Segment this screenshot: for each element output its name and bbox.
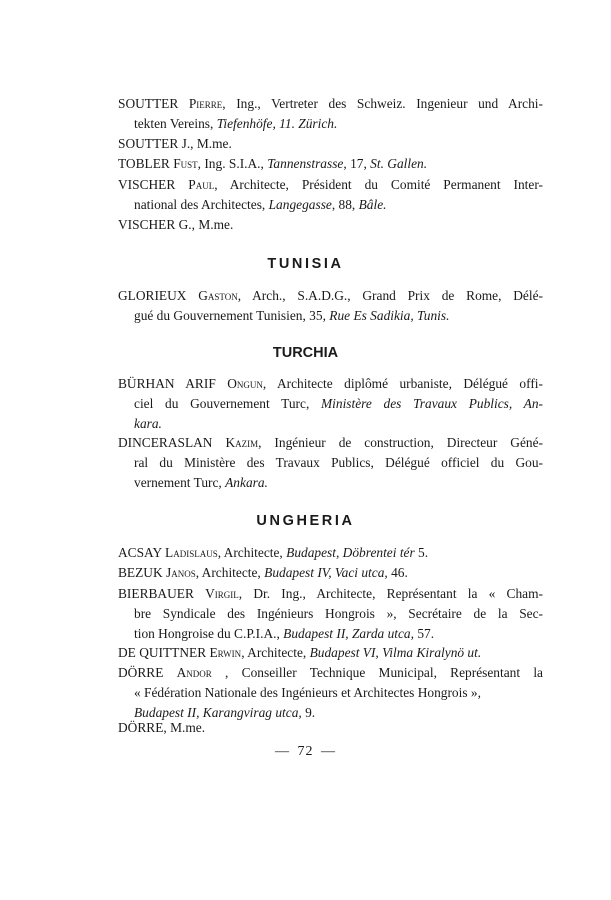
entry-de-quittner: DE QUITTNER Erwin, Architecte, Budapest VI, Vilma Kiralynö ut.	[118, 645, 482, 660]
section-heading-ungheria: UNGHERIA	[256, 513, 355, 529]
entry-glorieux: GLORIEUX Gaston, Arch., S.A.D.G., Grand Prix de Rome, Délé- gué du Gouvernement Tunisien, 35, Rue Es Sadikia, Tunis.	[118, 288, 543, 323]
entry-dorre-mme: DÖRRE, M.me.	[118, 720, 206, 735]
entry-dorre-andor: DÖRRE Andor , Conseiller Technique Municipal, Représentant la « Fédération Nationale des Ingénieurs et Architectes Hongrois », Budapest II, Karangvirag utca, 9.	[118, 665, 543, 720]
entry-bezuk: BEZUK Janos, Architecte, Budapest IV, Vaci utca, 46.	[118, 565, 408, 580]
section-heading-turchia: TURCHIA	[272, 345, 339, 361]
entry-soutter-pierre: SOUTTER Pierre, Ing., Vertreter des Schweiz. Ingenieur und Archi- tekten Vereins, Tiefenhöfe, 11. Zürich.	[118, 96, 543, 131]
entry-vischer-paul: VISCHER Paul, Architecte, Président du Comité Permanent Inter- national des Architectes, Langegasse, 88, Bâle.	[118, 177, 543, 212]
entry-bierbauer: BIERBAUER Virgil, Dr. Ing., Architecte, Représentant la « Cham- bre Syndicale des Ingénieurs Hongrois », Secrétaire de la Sec- tion Hongroise du C.P.I.A., Budapest II, Zarda utca, 57.	[118, 586, 543, 641]
entry-soutter-j: SOUTTER J., M.me.	[118, 136, 232, 151]
entry-tobler: TOBLER Fust, Ing. S.I.A., Tannenstrasse, 17, St. Gallen.	[118, 156, 428, 171]
entry-acsay: ACSAY Ladislaus, Architecte, Budapest, Döbrentei tér 5.	[118, 545, 429, 560]
entry-burhan-arif: BÜRHAN ARIF Ongun, Architecte diplômé urbaniste, Délégué offi- ciel du Gouvernement Turc, Ministère des Travaux Publics, An- kara.	[118, 376, 543, 431]
entry-dinceraslan: DINCERASLAN Kazim, Ingénieur de construction, Directeur Géné- ral du Ministère des Travaux Publics, Délégué officiel du Gou- vernement Turc, Ankara.	[118, 435, 543, 490]
page-number: — 72 —	[275, 744, 336, 759]
entry-vischer-g: VISCHER G., M.me.	[118, 217, 234, 232]
section-heading-tunisia: TUNISIA	[267, 256, 344, 272]
